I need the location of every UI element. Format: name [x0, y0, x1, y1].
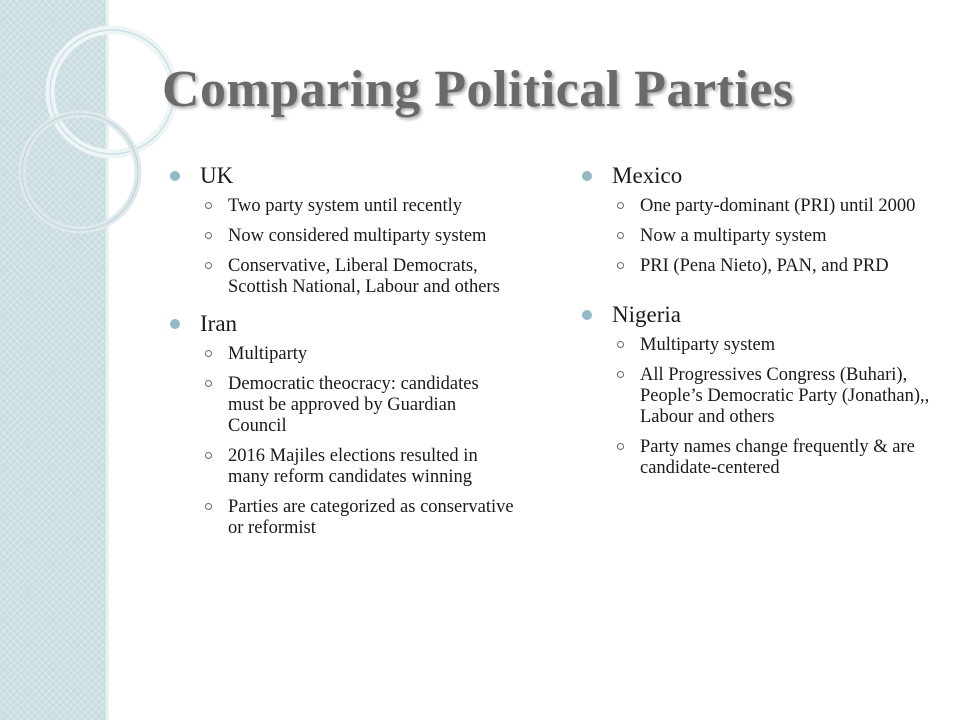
sub-bullet	[168, 497, 518, 539]
sub-bullet	[168, 196, 518, 217]
sub-bullet-text: 2016 Majiles elections resulted in many reform candidates winning	[228, 446, 478, 487]
sub-bullet-text: Multiparty	[228, 344, 308, 364]
ring-bullet-icon	[617, 443, 624, 450]
bullet-heading	[580, 162, 930, 190]
section-heading: Mexico	[612, 163, 683, 188]
ring-bullet-icon	[617, 262, 624, 269]
section-nigeria	[580, 301, 930, 479]
bullet-dot-icon	[170, 171, 180, 181]
section-mexico	[580, 162, 930, 277]
sub-bullet	[580, 196, 930, 217]
bullet-dot-icon	[582, 171, 592, 181]
sub-bullet	[168, 446, 518, 488]
ring-bullet-icon	[617, 371, 624, 378]
ring-bullet-icon	[205, 380, 212, 387]
sub-bullet-list	[168, 196, 518, 298]
sub-bullet	[168, 226, 518, 247]
bullet-dot-icon	[170, 319, 180, 329]
ring-bullet-icon	[617, 341, 624, 348]
ring-bullet-icon	[205, 202, 212, 209]
right-column	[580, 162, 930, 491]
sub-bullet-text: Now considered multiparty system	[228, 226, 487, 246]
sub-bullet-text: One party-dominant (PRI) until 2000	[640, 196, 916, 216]
left-column	[168, 162, 518, 551]
ring-bullet-icon	[617, 232, 624, 239]
ring-bullet-icon	[205, 262, 212, 269]
sub-bullet-text: PRI (Pena Nieto), PAN, and PRD	[640, 256, 889, 276]
section-iran	[168, 310, 518, 539]
section-uk	[168, 162, 518, 298]
bullet-heading	[168, 162, 518, 190]
bullet-heading	[168, 310, 518, 338]
sub-bullet	[168, 374, 518, 437]
sub-bullet	[580, 437, 930, 479]
ring-bullet-icon	[617, 202, 624, 209]
sub-bullet	[580, 335, 930, 356]
ring-bullet-icon	[205, 232, 212, 239]
sub-bullet-text: Multiparty system	[640, 335, 776, 355]
sub-bullet-list	[580, 196, 930, 277]
slide-title: Comparing Political Parties	[162, 61, 794, 118]
sub-bullet-text: Parties are categorized as conservative or reformist	[228, 497, 514, 538]
bullet-dot-icon	[582, 310, 592, 320]
sub-bullet	[580, 365, 930, 428]
sub-bullet	[580, 256, 930, 277]
section-heading: Nigeria	[612, 302, 681, 327]
ring-bullet-icon	[205, 503, 212, 510]
sub-bullet-text: Democratic theocracy: candidates must be approved by Guardian Council	[228, 374, 479, 436]
sub-bullet-list	[168, 344, 518, 539]
sub-bullet-text: Conservative, Liberal Democrats, Scottish National, Labour and others	[228, 256, 500, 297]
ring-bullet-icon	[205, 452, 212, 459]
bullet-heading	[580, 301, 930, 329]
section-heading: UK	[200, 163, 234, 188]
section-heading: Iran	[200, 311, 238, 336]
sub-bullet	[168, 256, 518, 298]
sub-bullet-text: All Progressives Congress (Buhari), People’s Democratic Party (Jonathan),, Labour and others	[640, 365, 930, 427]
sub-bullet	[168, 344, 518, 365]
sub-bullet	[580, 226, 930, 247]
sub-bullet-text: Two party system until recently	[228, 196, 463, 216]
sub-bullet-text: Party names change frequently & are candidate-centered	[640, 437, 915, 478]
sub-bullet-text: Now a multiparty system	[640, 226, 827, 246]
ring-bullet-icon	[205, 350, 212, 357]
sub-bullet-list	[580, 335, 930, 479]
